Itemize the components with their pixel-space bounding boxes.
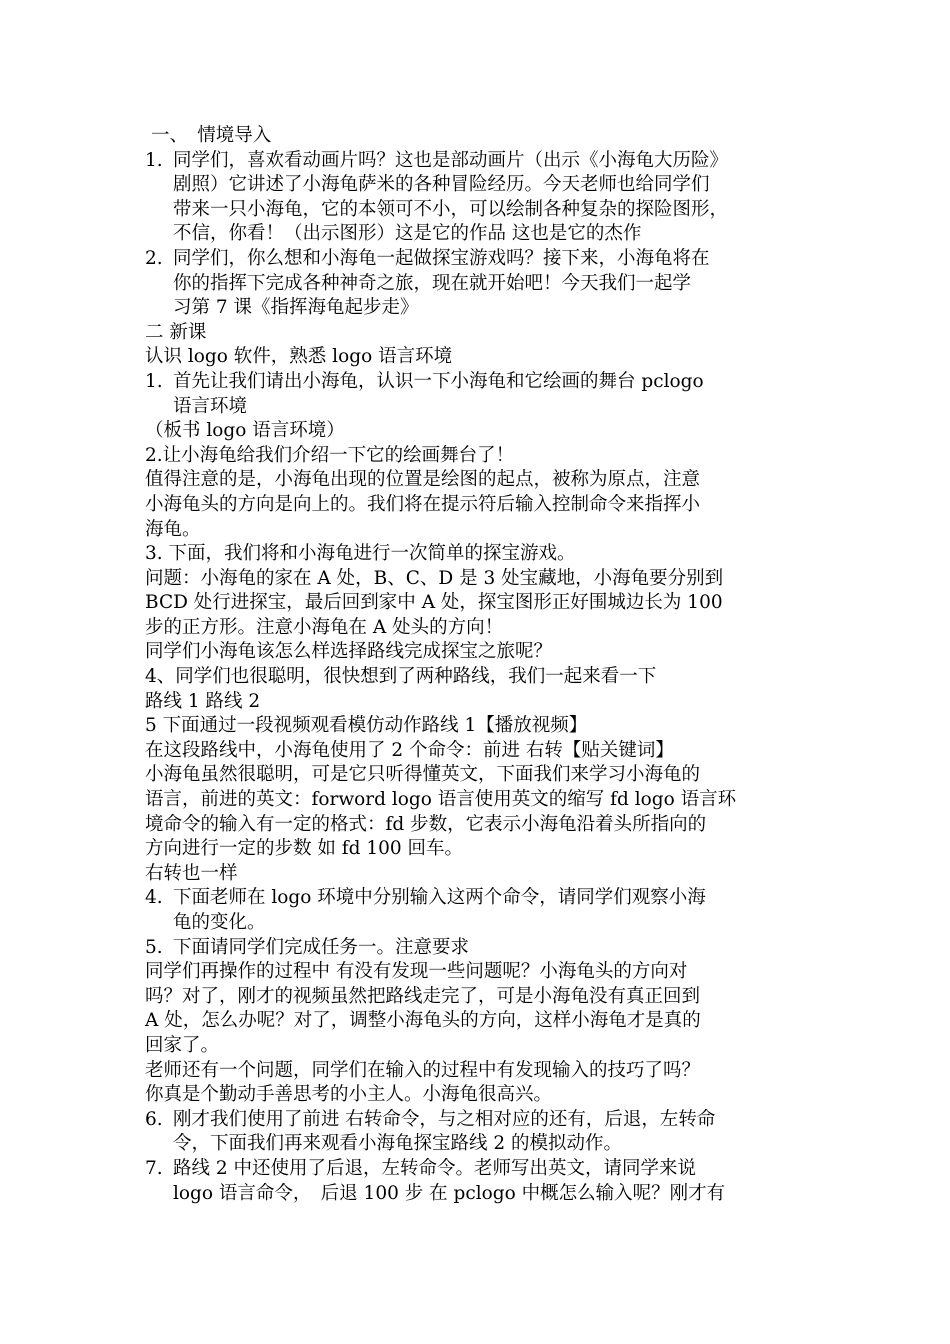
numbered-item-6 — [145, 1108, 815, 1157]
paragraph: 5 下面通过一段视频观看模仿动作路线 1【播放视频】 — [145, 715, 588, 737]
item-body — [173, 936, 815, 961]
numbered-item-1 — [145, 149, 815, 247]
document-page — [145, 124, 815, 1206]
text-line: logo 语言命令， 后退 100 步 在 pclogo 中概怎么输入呢？刚才有 — [173, 1182, 726, 1204]
item-number: 2. — [145, 247, 163, 269]
item-number: 1. — [145, 370, 163, 392]
text-line: 刚才我们使用了前进 右转命令，与之相对应的还有，后退，左转命 — [173, 1108, 716, 1130]
paragraph-line: 回家了。 — [145, 1034, 220, 1056]
item-body — [173, 370, 815, 419]
numbered-item-3 — [145, 370, 815, 419]
paragraph-line: BCD 处行进探宝，最后回到家中 A 处，探宝图形正好围城边长为 100 — [145, 592, 723, 614]
paragraph-line: 同学们再操作的过程中 有没有发现一些问题呢？小海龟头的方向对 — [145, 961, 688, 983]
paragraph: 2.让小海龟给我们介绍一下它的绘画舞台了！ — [145, 444, 515, 466]
item-body — [173, 149, 815, 247]
text-line: 带来一只小海龟，它的本领可不小，可以绘制各种复杂的探险图形， — [173, 198, 729, 220]
section-heading-1: 一、 情境导入 — [151, 125, 272, 146]
text-line: 语言环境 — [173, 395, 248, 417]
paragraph: 在这段路线中，小海龟使用了 2 个命令：前进 右转【贴关键词】 — [145, 739, 674, 761]
text-line: 首先让我们请出小海龟，认识一下小海龟和它绘画的舞台 pclogo — [173, 370, 704, 392]
paragraph-line: 海龟。 — [145, 518, 201, 540]
text-line: 龟的变化。 — [173, 912, 266, 933]
numbered-item-7 — [145, 1157, 815, 1206]
paragraph: 4、同学们也很聪明，很快想到了两种路线，我们一起来看一下 — [145, 666, 657, 688]
text-line: 令，下面我们再来观看小海龟探宝路线 2 的模拟动作。 — [173, 1133, 623, 1155]
paragraph-line: 方向进行一定的步数 如 fd 100 回车。 — [145, 838, 464, 860]
item-number: 7. — [145, 1157, 163, 1179]
numbered-item-2 — [145, 247, 815, 321]
paragraph-line: 小海龟虽然很聪明，可是它只听得懂英文，下面我们来学习小海龟的 — [145, 764, 701, 786]
text-line: 同学们，你么想和小海龟一起做探宝游戏吗？接下来，小海龟将在 — [173, 247, 710, 269]
item-number: 1. — [145, 149, 163, 171]
paragraph: （板书 logo 语言环境） — [145, 420, 345, 442]
numbered-item-5 — [145, 936, 815, 961]
text-line: 下面请同学们完成任务一。注意要求 — [173, 936, 470, 958]
paragraph-line: 境命令的输入有一定的格式：fd 步数，它表示小海龟沿着头所指向的 — [145, 813, 707, 835]
numbered-item-4 — [145, 886, 815, 935]
paragraph-line: 语言，前进的英文：forword logo 语言使用英文的缩写 fd logo 语言环 — [145, 789, 737, 811]
item-body — [173, 1157, 815, 1206]
paragraph: 路线 1 路线 2 — [145, 690, 261, 712]
paragraph: 右转也一样 — [145, 862, 238, 884]
text-line: 下面老师在 logo 环境中分别输入这两个命令，请同学们观察小海 — [173, 887, 706, 909]
item-body — [173, 247, 815, 321]
section-heading-2: 二 新课 — [145, 321, 207, 343]
item-body — [173, 886, 815, 935]
paragraph-line: 值得注意的是，小海龟出现的位置是绘图的起点，被称为原点，注意 — [145, 469, 701, 491]
paragraph-line: 问题：小海龟的家在 A 处，B、C、D 是 3 处宝藏地，小海龟要分别到 — [145, 567, 724, 589]
item-number: 4. — [145, 887, 163, 909]
paragraph: 3. 下面，我们将和小海龟进行一次简单的探宝游戏。 — [145, 543, 576, 565]
paragraph-line: 老师还有一个问题，同学们在输入的过程中有发现输入的技巧了吗？ — [145, 1059, 701, 1081]
paragraph-line: A 处，怎么办呢？对了，调整小海龟头的方向，这样小海龟才是真的 — [145, 1010, 701, 1032]
paragraph: 同学们小海龟该怎么样选择路线完成探宝之旅呢？ — [145, 641, 553, 663]
text-line: 路线 2 中还使用了后退，左转命令。老师写出英文，请同学来说 — [173, 1157, 697, 1179]
paragraph-line: 你真是个勤动手善思考的小主人。小海龟很高兴。 — [145, 1084, 553, 1106]
text-line: 不信，你看！（出示图形）这是它的作品 这也是它的杰作 — [173, 223, 642, 245]
paragraph-line: 小海龟头的方向是向上的。我们将在提示符后输入控制命令来指挥小 — [145, 493, 701, 515]
text-line: 习第 7 课《指挥海龟起步走》 — [173, 297, 419, 319]
paragraph-line: 吗？对了，刚才的视频虽然把路线走完了，可是小海龟没有真正回到 — [145, 985, 701, 1007]
text-line: 同学们，喜欢看动画片吗？这也是部动画片（出示《小海龟大历险》 — [173, 149, 729, 171]
subheading: 认识 logo 软件，熟悉 logo 语言环境 — [145, 346, 453, 368]
paragraph-line: 步的正方形。注意小海龟在 A 处头的方向！ — [145, 616, 504, 638]
item-number: 6. — [145, 1108, 163, 1130]
text-line: 你的指挥下完成各种神奇之旅，现在就开始吧！今天我们一起学 — [173, 272, 692, 294]
item-number: 5. — [145, 936, 163, 958]
item-body — [173, 1108, 815, 1157]
text-line: 剧照）它讲述了小海龟萨米的各种冒险经历。今天老师也给同学们 — [173, 174, 710, 196]
